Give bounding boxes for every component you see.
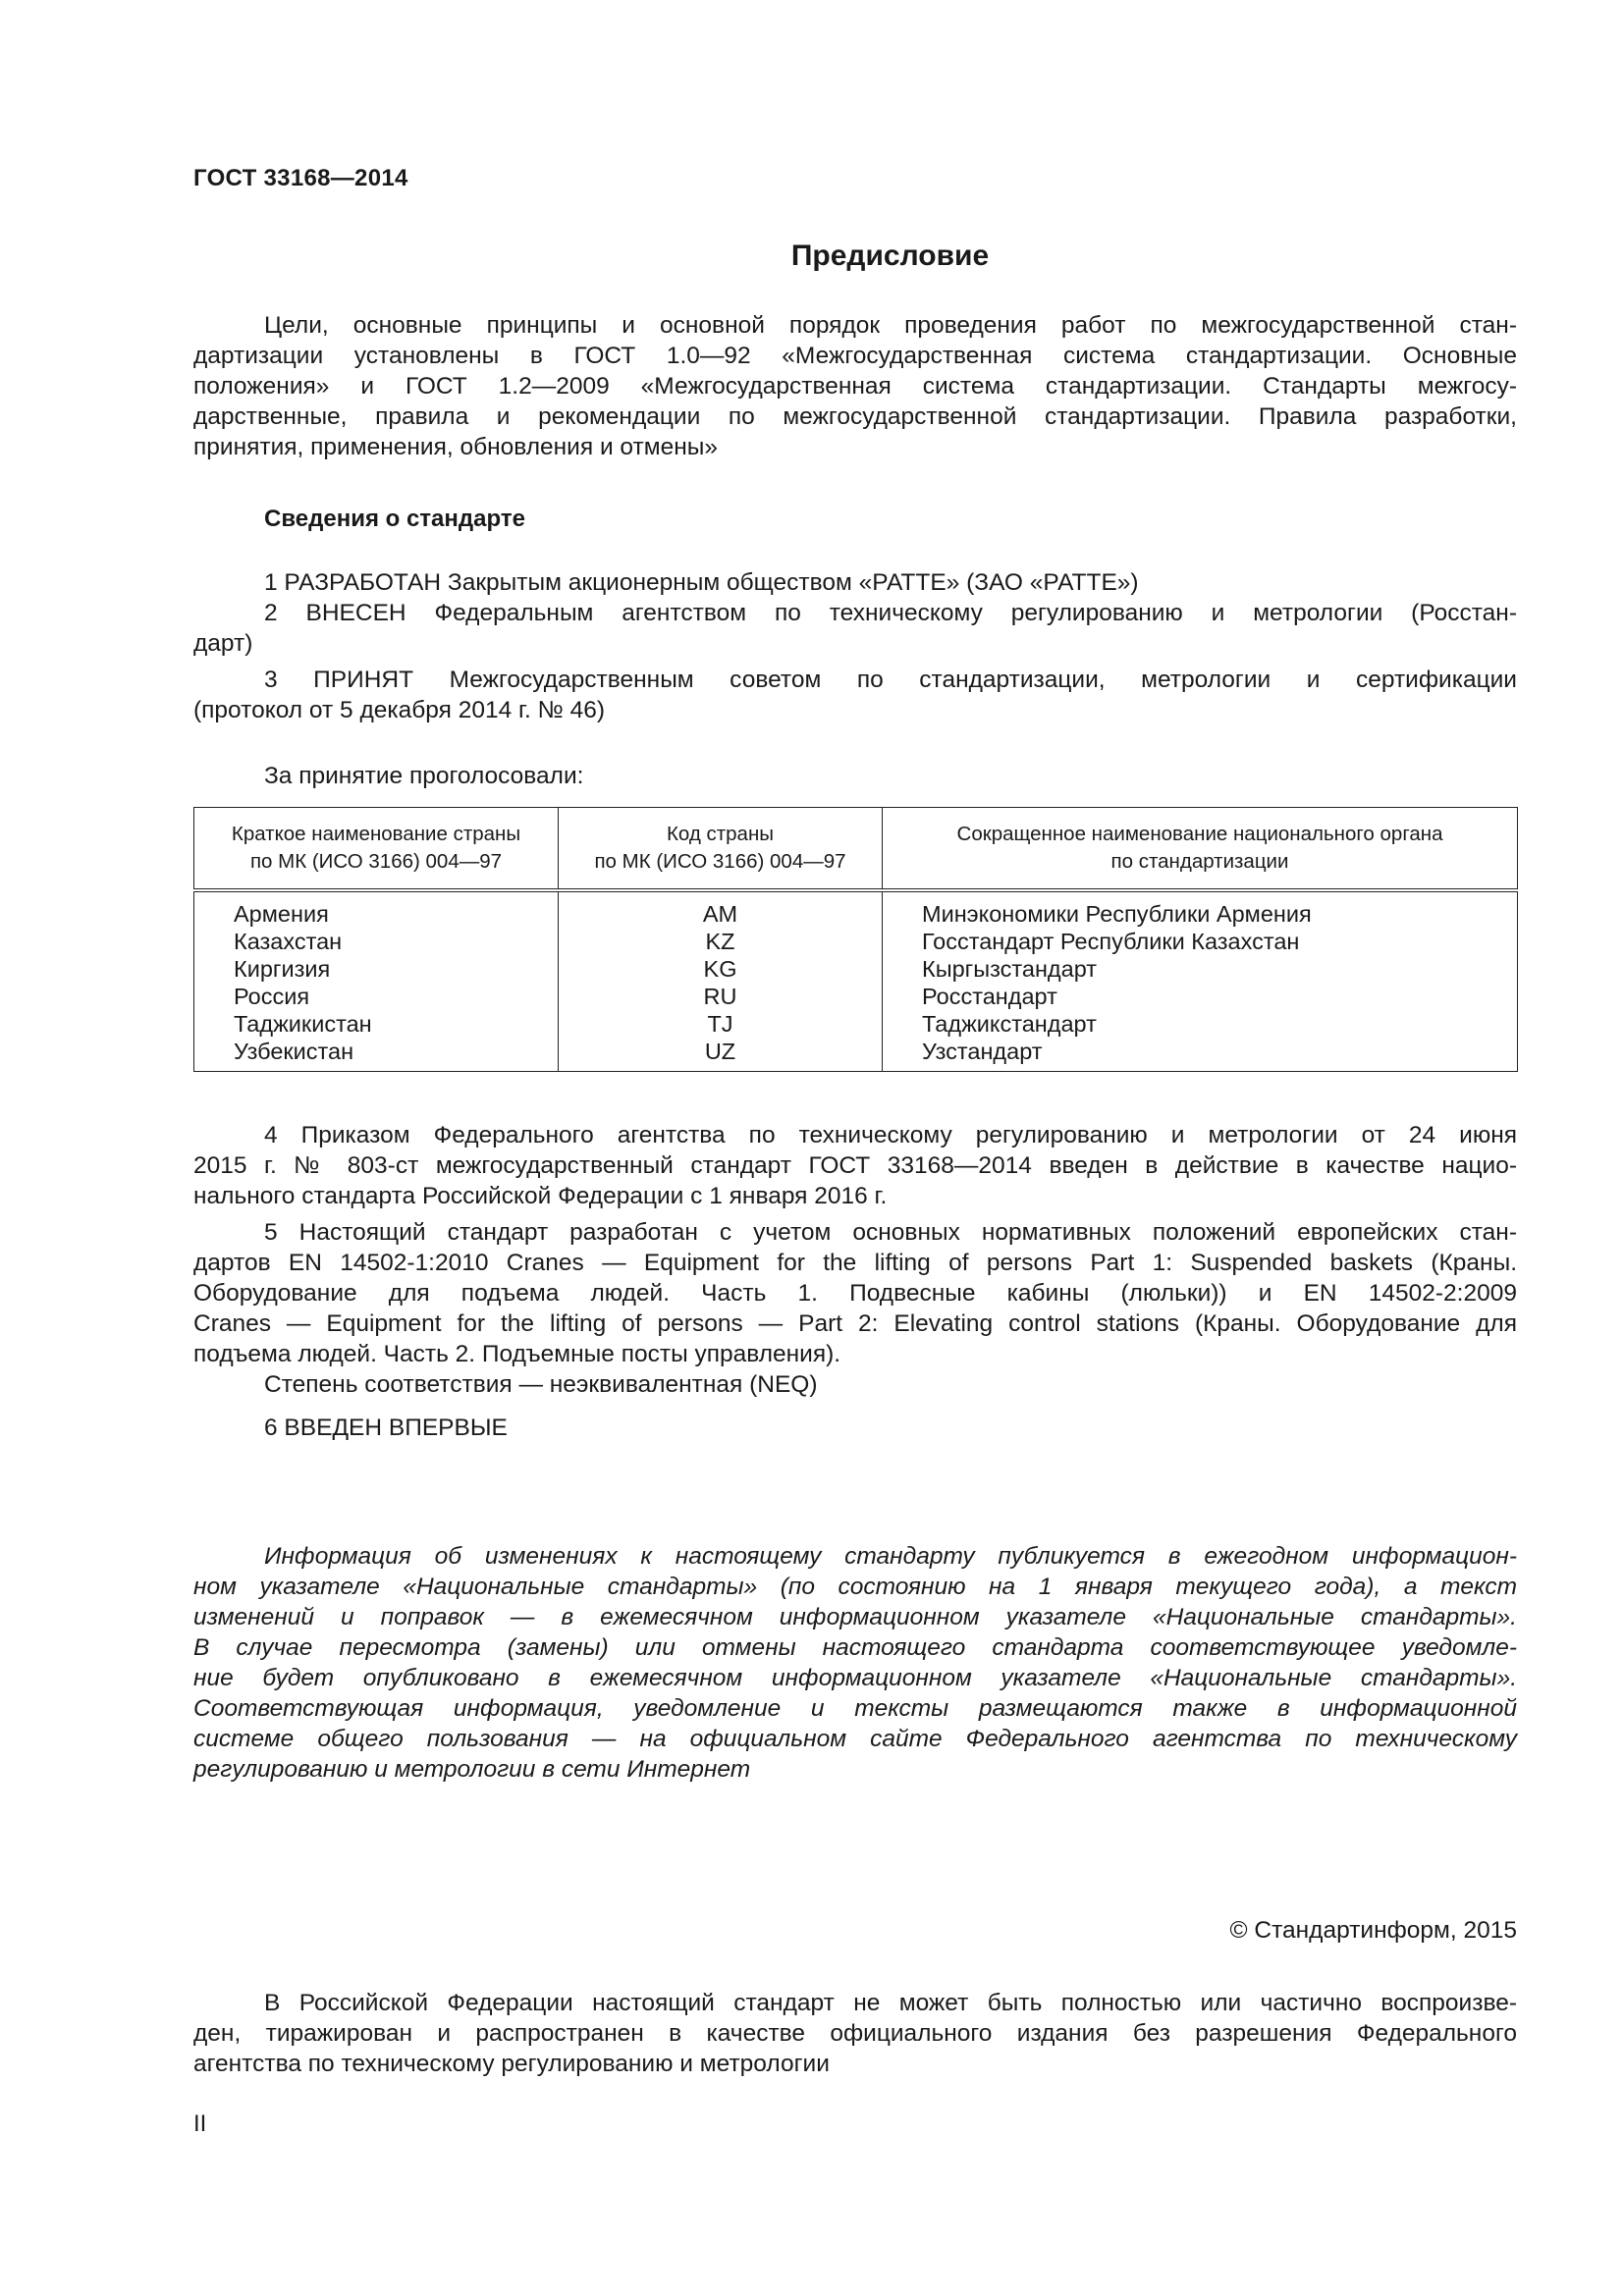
notice-line: В случае пересмотра (замены) или отмены настоящего стандарта соответствующее уведомле- — [193, 1634, 1517, 1661]
country-cell: Киргизия — [194, 955, 559, 983]
body-cell: Узстандарт — [883, 1038, 1518, 1072]
table-row — [194, 983, 1518, 1010]
reproduction-line: агентства по техническому регулированию и метрологии — [193, 2051, 830, 2077]
copyright: © Стандартинформ, 2015 — [1229, 1917, 1517, 1944]
body-cell: Кыргызстандарт — [883, 955, 1518, 983]
body-cell: Росстандарт — [883, 983, 1518, 1010]
item-2-line: 2 ВНЕСЕН Федеральным агентством по техническому регулированию и метрологии (Росстан- — [264, 600, 1517, 626]
item-5-line: Cranes — Equipment for the lifting of persons — Part 2: Elevating control stations (Краны. Оборудование для — [193, 1310, 1517, 1337]
notice-line: ние будет опубликовано в ежемесячном информационном указателе «Национальные стандарты». — [193, 1665, 1517, 1691]
page-title: Предисловие — [790, 240, 990, 272]
body-cell: Госстандарт Республики Казахстан — [883, 928, 1518, 955]
item-4-line: 4 Приказом Федерального агентства по техническому регулированию и метрологии от 24 июня — [264, 1122, 1517, 1148]
body-cell: Минэкономики Республики Армения — [883, 890, 1518, 928]
intro-line: положения» и ГОСТ 1.2—2009 «Межгосударственная система стандартизации. Стандарты межгосу- — [193, 373, 1517, 400]
page-number: II — [193, 2110, 207, 2137]
header-text: по МК (ИСО 3166) 004—97 — [249, 850, 503, 873]
country-cell: Таджикистан — [194, 1010, 559, 1038]
notice-line: Соответствующая информация, уведомление и тексты размещаются также в информационной — [193, 1695, 1517, 1722]
column-header-body — [883, 808, 1518, 891]
code-cell: KZ — [559, 928, 883, 955]
item-3-line: 3 ПРИНЯТ Межгосударственным советом по стандартизации, метрологии и сертификации — [264, 667, 1517, 693]
code-cell: UZ — [559, 1038, 883, 1072]
item-4-line: нального стандарта Российской Федерации с 1 января 2016 г. — [193, 1183, 888, 1209]
notice-line: системе общего пользования — на официальном сайте Федерального агентства по техническому — [193, 1726, 1517, 1752]
item-5-line: Оборудование для подъема людей. Часть 1. Подвесные кабины (люльки)) и EN 14502-2:2009 — [193, 1280, 1517, 1307]
reproduction-line: ден, тиражирован и распространен в качестве официального издания без разрешения Федерального — [193, 2020, 1517, 2047]
table-row — [194, 1038, 1518, 1072]
countries-table — [193, 807, 1518, 1072]
column-header-country — [194, 808, 559, 891]
country-cell: Россия — [194, 983, 559, 1010]
code-cell: TJ — [559, 1010, 883, 1038]
reproduction-notice — [193, 1988, 1517, 2079]
country-cell: Узбекистан — [194, 1038, 559, 1072]
table-row — [194, 928, 1518, 955]
notice-line: регулированию и метрологии в сети Интернет — [193, 1756, 751, 1783]
item-3-line: (протокол от 5 декабря 2014 г. № 46) — [193, 697, 606, 723]
notice-line: изменений и поправок — в ежемесячном информационном указателе «Национальные стандарты». — [193, 1604, 1517, 1630]
intro-line: Цели, основные принципы и основной порядок проведения работ по межгосударственной стан- — [264, 312, 1517, 339]
item-1: 1 РАЗРАБОТАН Закрытым акционерным обществом «РАТТЕ» (ЗАО «РАТТЕ») — [264, 569, 1139, 596]
header-text: по МК (ИСО 3166) 004—97 — [594, 850, 846, 873]
header-text: Сокращенное наименование национального органа — [956, 823, 1443, 845]
table-row — [194, 890, 1518, 928]
notice-line: Информация об изменениях к настоящему стандарту публикуется в ежегодном информацион- — [264, 1543, 1517, 1570]
item-2 — [193, 598, 1517, 659]
item-6: 6 ВВЕДЕН ВПЕРВЫЕ — [264, 1415, 508, 1441]
document-code: ГОСТ 33168—2014 — [193, 165, 408, 191]
standard-info-heading: Сведения о стандарте — [264, 506, 525, 532]
header-text: Код страны — [666, 823, 775, 845]
code-cell: AM — [559, 890, 883, 928]
item-5 — [193, 1217, 1517, 1400]
reproduction-line: В Российской Федерации настоящий стандарт не может быть полностью или частично воспроизве- — [264, 1990, 1517, 2016]
notice-line: ном указателе «Национальные стандарты» (по состоянию на 1 января текущего года), а текст — [193, 1574, 1517, 1600]
column-header-code — [559, 808, 883, 891]
intro-line: принятия, применения, обновления и отмены» — [193, 434, 718, 460]
item-5-line: подъема людей. Часть 2. Подъемные посты управления). — [193, 1341, 841, 1367]
item-2-line: дарт) — [193, 630, 253, 657]
table-header-row — [194, 808, 1518, 891]
item-3 — [193, 665, 1517, 725]
intro-line: дарственные, правила и рекомендации по межгосударственной стандартизации. Правила разработки, — [193, 403, 1517, 430]
header-text: Краткое наименование страны — [231, 823, 521, 845]
country-cell: Казахстан — [194, 928, 559, 955]
item-4 — [193, 1120, 1517, 1211]
intro-paragraph — [193, 310, 1517, 462]
body-cell: Таджикстандарт — [883, 1010, 1518, 1038]
header-text: по стандартизации — [1110, 850, 1289, 873]
country-cell: Армения — [194, 890, 559, 928]
table-row — [194, 955, 1518, 983]
item-4-line: 2015 г. № 803-ст межгосударственный стандарт ГОСТ 33168—2014 введен в действие в качестве нацио- — [193, 1152, 1517, 1179]
conformity-degree: Степень соответствия — неэквивалентная (NEQ) — [264, 1371, 818, 1398]
intro-line: дартизации установлены в ГОСТ 1.0—92 «Межгосударственная система стандартизации. Основные — [193, 343, 1517, 369]
code-cell: KG — [559, 955, 883, 983]
code-cell: RU — [559, 983, 883, 1010]
voted-label: За принятие проголосовали: — [264, 763, 584, 789]
item-5-line: дартов EN 14502-1:2010 Cranes — Equipment for the lifting of persons Part 1: Suspended baskets (Краны. — [193, 1250, 1517, 1276]
item-5-line: 5 Настоящий стандарт разработан с учетом основных нормативных положений европейских стан- — [264, 1219, 1517, 1246]
table-row — [194, 1010, 1518, 1038]
changes-notice — [193, 1541, 1517, 1785]
